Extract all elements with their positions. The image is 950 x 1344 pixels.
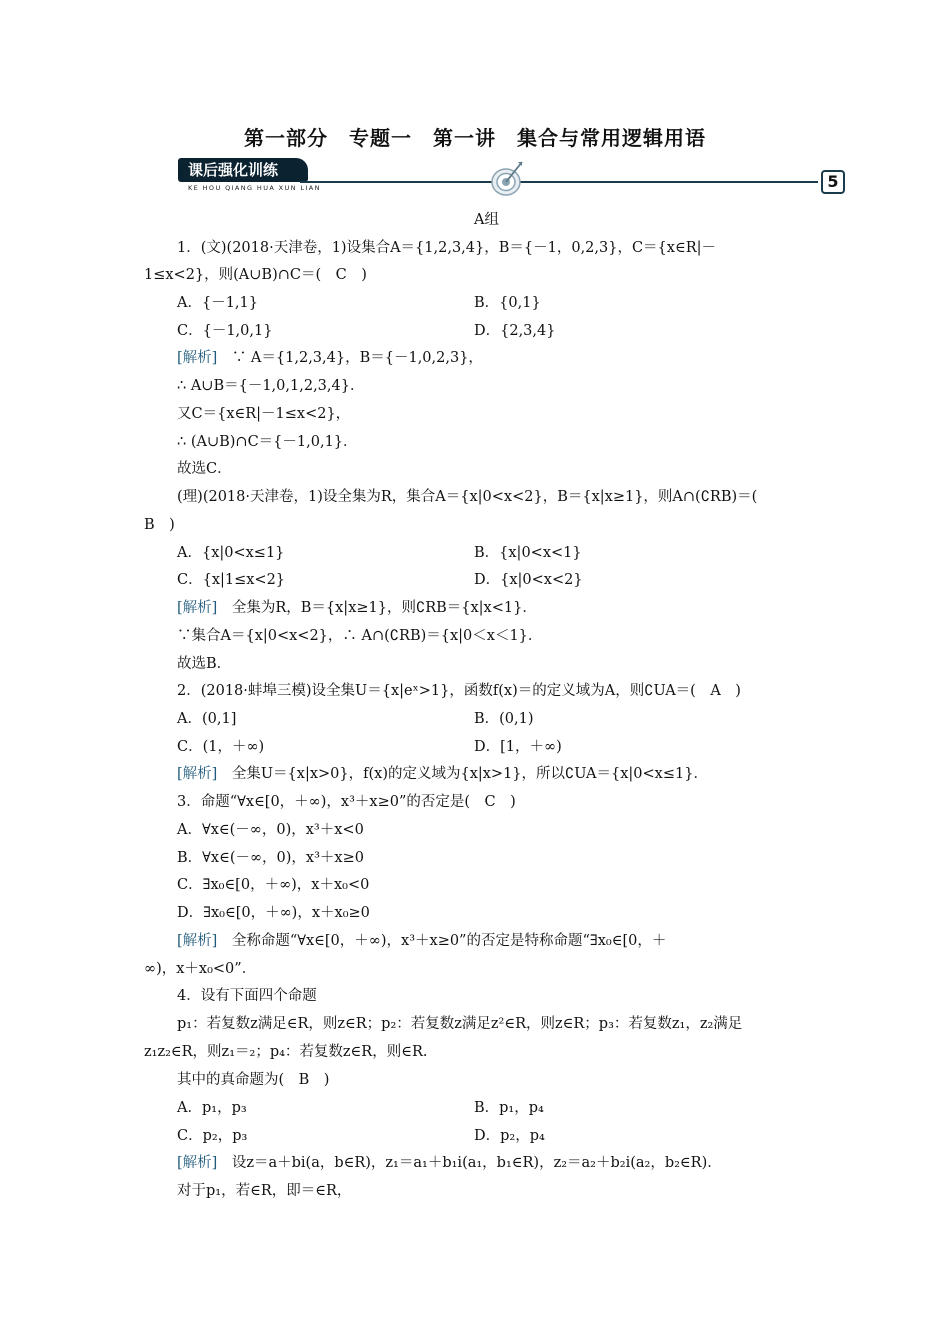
- line-text: B．∀x∈(－∞，0)，x³＋x≥0: [177, 850, 364, 866]
- line-text: A．∀x∈(－∞，0)，x³＋x<0: [177, 822, 364, 838]
- line-text: ∴ A∪B＝{－1,0,1,2,3,4}．: [177, 378, 365, 394]
- text-line: [177, 374, 364, 395]
- line-text: B．{x|0<x<1}: [474, 545, 582, 561]
- line-text: 1≤x<2}，则(A∪B)∩C＝( C ): [144, 267, 367, 283]
- text-line: [144, 957, 256, 978]
- text-line: [177, 735, 264, 756]
- line-text: B．(0,1): [474, 711, 534, 727]
- text-line: [177, 457, 232, 478]
- text-line: [177, 1012, 742, 1033]
- line-text: (理)(2018·天津卷，1)设全集为R，集合A＝{x|0<x<2}，B＝{x|x≥1}，则A∩(∁RB)＝(: [177, 489, 758, 505]
- line-text: C．{x|1≤x<2}: [177, 572, 286, 588]
- line-text: C．p₂，p₃: [177, 1128, 248, 1144]
- line-text: ∞)，x＋x₀<0”．: [144, 961, 257, 977]
- target-icon: [488, 156, 528, 200]
- text-line: [177, 236, 716, 257]
- text-line: [474, 707, 534, 728]
- text-line: [474, 735, 562, 756]
- text-line: [177, 707, 236, 728]
- text-line: [177, 846, 364, 867]
- line-text: C．{－1,0,1}: [177, 323, 273, 339]
- line-text: 3．命题“∀x∈[0，＋∞)，x³＋x≥0”的否定是( C ): [177, 794, 516, 810]
- text-line: [177, 1179, 351, 1200]
- section-label-pinyin: KE HOU QIANG HUA XUN LIAN: [188, 184, 321, 192]
- text-line: [177, 984, 317, 1005]
- text-line: [177, 1151, 722, 1172]
- line-text: z₁z₂∈R，则z₁＝₂；p₄：若复数z∈R，则∈R.: [144, 1044, 428, 1060]
- text-line: [177, 346, 483, 367]
- line-text: A．{－1,1}: [177, 295, 258, 311]
- line-text: p₁：若复数z满足∈R，则z∈R；p₂：若复数z满足z²∈R，则z∈R；p₃：若复数z₁，z₂满足: [177, 1016, 743, 1032]
- line-text: C．∃x₀∈[0，＋∞)，x＋x₀<0: [177, 877, 370, 893]
- text-line: [144, 1040, 427, 1061]
- section-number: 5: [821, 170, 845, 194]
- analysis-label: [解析]: [177, 600, 218, 616]
- line-text: 1．(文)(2018·天津卷，1)设集合A＝{1,2,3,4}，B＝{－1，0,2,3}，C＝{x∈R|－: [177, 240, 716, 256]
- text-line: [177, 485, 757, 506]
- text-line: [177, 1096, 247, 1117]
- text-line: [177, 901, 370, 922]
- banner-rule: [300, 181, 818, 183]
- text-line: [177, 873, 369, 894]
- text-line: [177, 679, 741, 700]
- line-text: A．p₁，p₃: [177, 1100, 247, 1116]
- text-line: [177, 1124, 247, 1145]
- line-text: ∵集合A＝{x|0<x<2}，∴ A∩(∁RB)＝{x|0＜x＜1}．: [177, 628, 543, 644]
- text-line: [144, 513, 175, 534]
- line-text: A．(0,1]: [177, 711, 237, 727]
- text-line: [177, 596, 537, 617]
- text-line: [177, 430, 358, 451]
- line-text: A．{x|0<x≤1}: [177, 545, 285, 561]
- line-text: D．[1，＋∞): [474, 739, 562, 755]
- analysis-label: [解析]: [177, 350, 218, 366]
- line-text: 其中的真命题为( B ): [177, 1072, 330, 1088]
- line-text: 设z＝a＋bi(a，b∈R)，z₁＝a₁＋b₁i(a₁，b₁∈R)，z₂＝a₂＋b₂i(a₂，b₂∈R)．: [217, 1155, 722, 1171]
- line-text: 2．(2018·蚌埠三模)设全集U＝{x|eˣ>1}，函数f(x)＝的定义域为A，则∁UA＝( A ): [177, 683, 741, 699]
- text-line: [177, 762, 708, 783]
- section-label: 课后强化训练: [178, 158, 308, 182]
- text-line: [177, 568, 285, 589]
- line-text: B．{0,1}: [474, 295, 541, 311]
- text-line: [177, 541, 284, 562]
- line-text: 全集为R，B＝{x|x≥1}，则∁RB＝{x|x<1}．: [217, 600, 537, 616]
- text-line: [177, 402, 350, 423]
- page-title: 第一部分 专题一 第一讲 集合与常用逻辑用语: [244, 126, 706, 150]
- line-text: 全称命题“∀x∈[0，＋∞)，x³＋x≥0”的否定是特称命题“∃x₀∈[0，＋: [217, 933, 667, 949]
- line-text: A组: [474, 212, 499, 228]
- text-line: [177, 929, 666, 950]
- line-text: D．∃x₀∈[0，＋∞)，x＋x₀≥0: [177, 905, 370, 921]
- line-text: ∴ (A∪B)∩C＝{－1,0,1}．: [177, 434, 358, 450]
- text-line: [177, 291, 258, 312]
- text-line: [144, 263, 367, 284]
- text-line: [177, 818, 364, 839]
- line-text: D．{x|0<x<2}: [474, 572, 583, 588]
- line-text: ∵ A＝{1,2,3,4}，B＝{－1,0,2,3}，: [217, 350, 483, 366]
- analysis-label: [解析]: [177, 766, 218, 782]
- text-line: [474, 319, 555, 340]
- analysis-label: [解析]: [177, 933, 218, 949]
- text-line: [177, 624, 542, 645]
- line-text: 全集U＝{x|x>0}，f(x)的定义域为{x|x>1}，所以∁UA＝{x|0<x≤1}．: [217, 766, 708, 782]
- line-text: B ): [144, 517, 175, 533]
- line-text: B．p₁，p₄: [474, 1100, 544, 1116]
- text-line: [474, 541, 582, 562]
- line-text: C．(1，＋∞): [177, 739, 265, 755]
- line-text: 4．设有下面四个命题: [177, 988, 317, 1004]
- text-line: [474, 291, 541, 312]
- line-text: 故选B．: [177, 656, 232, 672]
- text-line: [177, 1068, 329, 1089]
- line-text: D．{2,3,4}: [474, 323, 556, 339]
- analysis-label: [解析]: [177, 1155, 218, 1171]
- line-text: 对于p₁，若∈R，即＝∈R，: [177, 1183, 352, 1199]
- text-line: [474, 208, 499, 229]
- text-line: [177, 319, 272, 340]
- line-text: 故选C．: [177, 461, 232, 477]
- text-line: [474, 1096, 544, 1117]
- text-line: [474, 1124, 545, 1145]
- line-text: 又C＝{x∈R|－1≤x<2}，: [177, 406, 351, 422]
- text-line: [177, 790, 516, 811]
- line-text: D．p₂，p₄: [474, 1128, 545, 1144]
- text-line: [177, 652, 231, 673]
- text-line: [474, 568, 583, 589]
